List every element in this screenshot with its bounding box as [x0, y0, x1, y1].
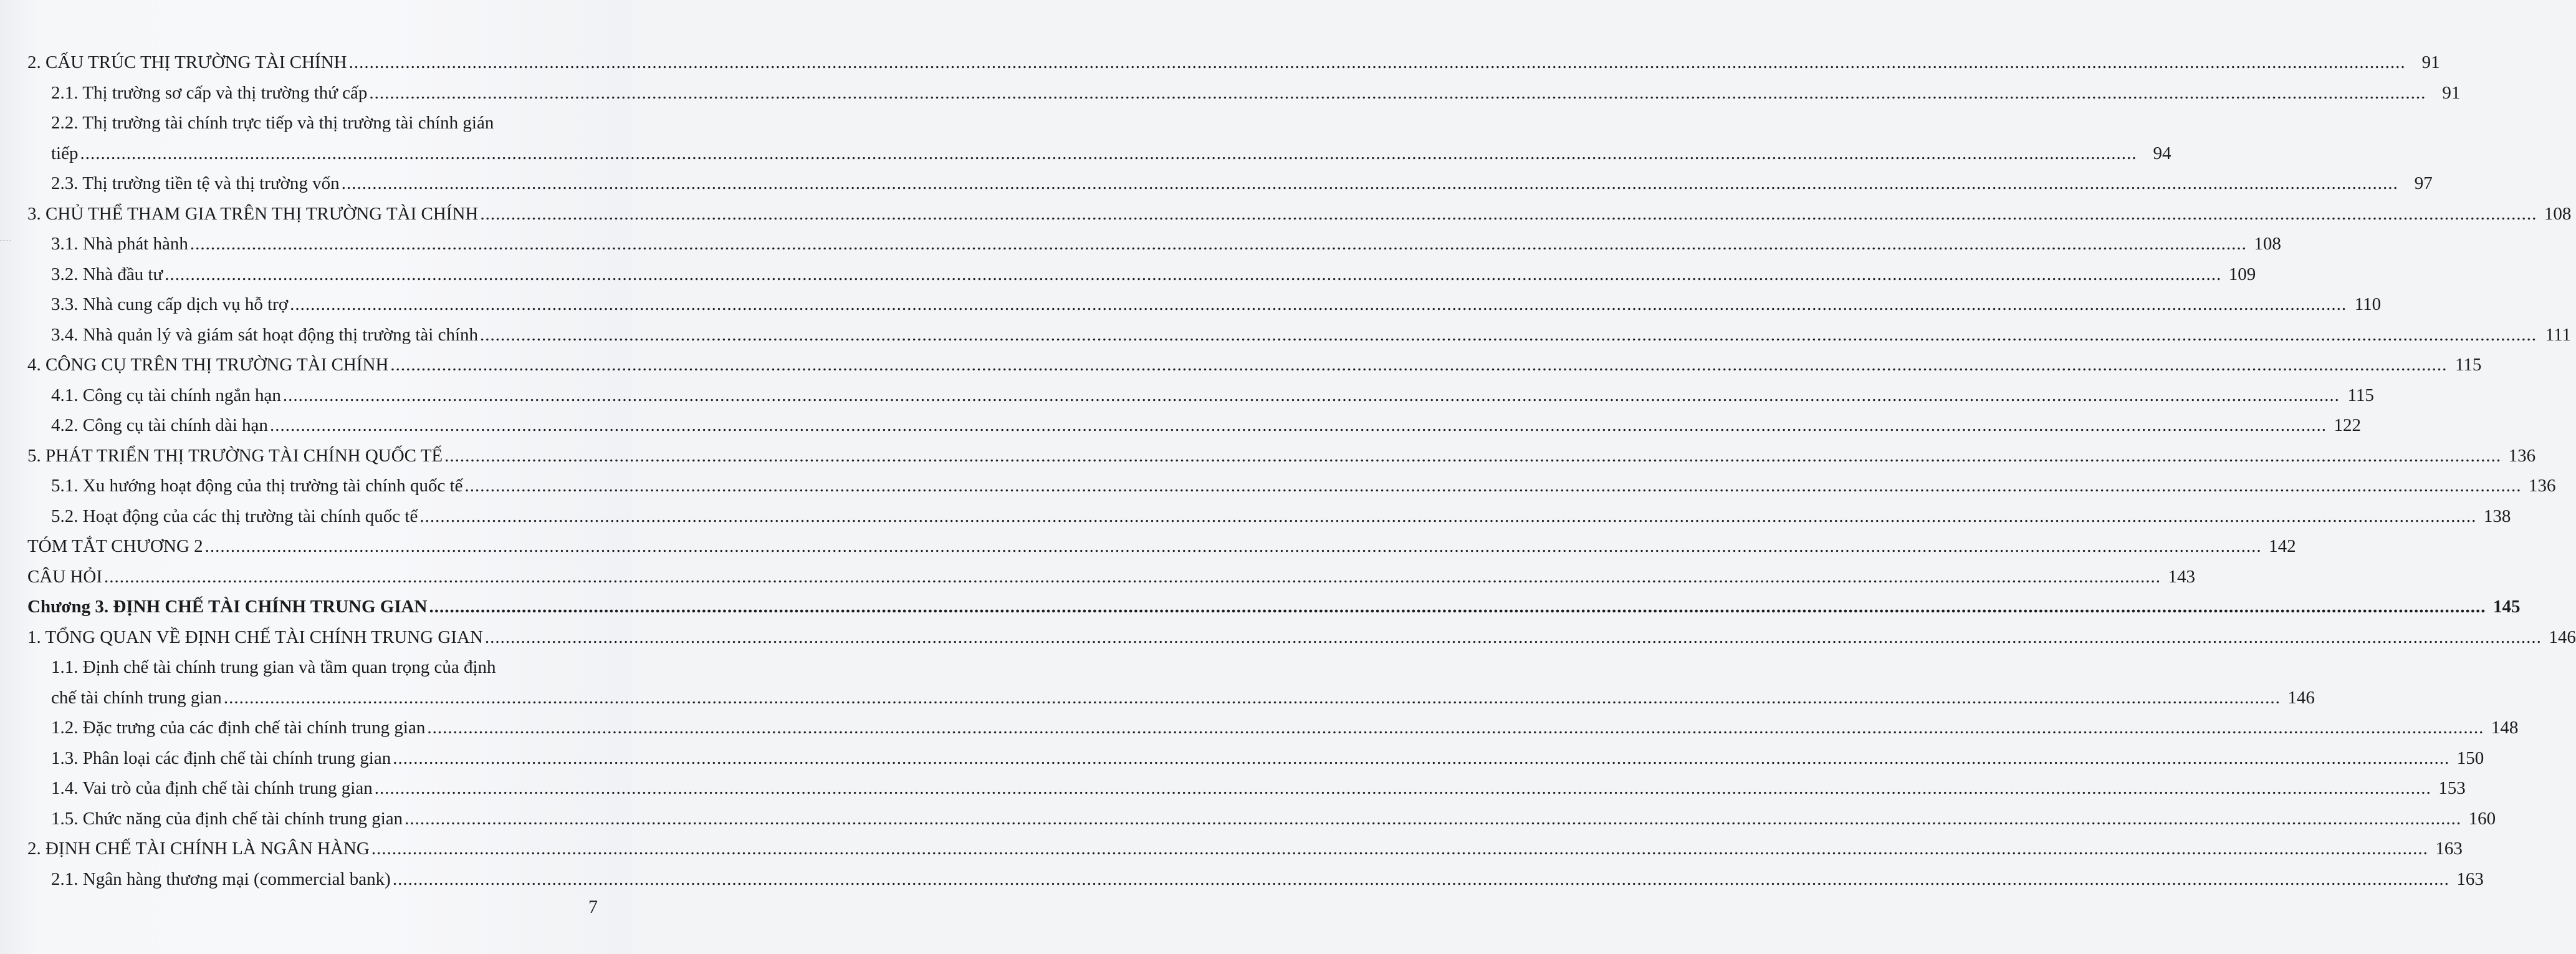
toc-section-entry	[27, 562, 2196, 592]
toc-subsection-entry	[27, 864, 2484, 895]
toc-entry-title: CÂU HỎI	[27, 566, 103, 587]
toc-entry-row	[27, 47, 2440, 78]
toc-entry-row	[51, 804, 2496, 834]
toc-subsection-entry	[27, 320, 2572, 350]
toc-leader-dots: ................................................................................................................................................................................................................................................................................................................................................................................................................	[390, 355, 2448, 375]
toc-page-number: 153	[2438, 778, 2466, 798]
toc-page-number: 136	[2529, 476, 2556, 496]
toc-entry-title: TÓM TẮT CHƯƠNG 2	[27, 536, 203, 556]
toc-entry-row	[51, 380, 2374, 411]
toc-entry-title: Chương 3. ĐỊNH CHẾ TÀI CHÍNH TRUNG GIAN	[27, 597, 428, 617]
toc-leader-dots: ................................................................................................................................................................................................................................................................................................................................................................................................................	[374, 778, 2431, 798]
toc-subsection-entry	[27, 652, 2315, 713]
toc-entry-title: 2.1. Thị trường sơ cấp và thị trường thứ cấp	[51, 82, 368, 103]
toc-entry-row	[51, 743, 2484, 774]
toc-page-number: 110	[2354, 294, 2382, 314]
toc-leader-dots: ................................................................................................................................................................................................................................................................................................................................................................................................................	[405, 808, 2462, 829]
toc-entry-title: 1.3. Phân loại các định chế tài chính trung gian	[51, 748, 391, 768]
toc-entry-row	[51, 410, 2361, 441]
toc-leader-dots: ................................................................................................................................................................................................................................................................................................................................................................................................................	[480, 203, 2537, 224]
toc-page-number: 91	[2421, 52, 2440, 72]
toc-entry-title: 4.1. Công cụ tài chính ngắn hạn	[51, 385, 281, 405]
toc-page-number: 109	[2228, 264, 2256, 284]
toc-chapter-entry	[27, 592, 2521, 622]
toc-leader-dots: ................................................................................................................................................................................................................................................................................................................................................................................................................	[269, 415, 2327, 435]
toc-entry-row	[51, 501, 2511, 532]
toc-entry-title: 3. CHỦ THỂ THAM GIA TRÊN THỊ TRƯỜNG TÀI CHÍNH	[27, 203, 479, 224]
toc-entry-row	[27, 531, 2296, 562]
toc-entry-row	[51, 773, 2466, 804]
toc-entry-row	[51, 683, 2315, 713]
toc-leader-dots: ................................................................................................................................................................................................................................................................................................................................................................................................................	[341, 173, 2398, 193]
toc-page-number: 146	[2287, 687, 2315, 708]
toc-leader-dots: ................................................................................................................................................................................................................................................................................................................................................................................................................	[484, 627, 2542, 647]
toc-entry-row	[51, 320, 2572, 350]
toc-subsection-entry	[27, 713, 2519, 743]
toc-entry-row	[51, 138, 2171, 169]
toc-entry-title: 3.3. Nhà cung cấp dịch vụ hỗ trợ	[51, 294, 289, 314]
toc-entry-row	[27, 199, 2572, 229]
toc-subsection-entry	[27, 108, 2171, 168]
toc-leader-dots: ................................................................................................................................................................................................................................................................................................................................................................................................................	[419, 506, 2477, 526]
toc-entry-row	[51, 289, 2382, 320]
toc-subsection-entry	[27, 471, 2556, 501]
toc-entry-row	[51, 229, 2281, 259]
toc-subsection-entry	[27, 289, 2382, 320]
toc-subsection-entry	[27, 78, 2461, 108]
toc-page-number: 108	[2254, 234, 2281, 254]
toc-entry-row	[27, 350, 2482, 380]
toc-entry-title: tiếp	[51, 143, 79, 163]
toc-section-entry	[27, 531, 2296, 562]
toc-leader-dots: ................................................................................................................................................................................................................................................................................................................................................................................................................	[80, 143, 2137, 163]
toc-entry-row	[51, 864, 2484, 895]
toc-page-number: 122	[2334, 415, 2361, 435]
toc-subsection-entry	[27, 380, 2374, 411]
toc-subsection-entry	[27, 410, 2361, 441]
toc-leader-dots: ................................................................................................................................................................................................................................................................................................................................................................................................................	[348, 52, 2406, 72]
toc-page-number: 150	[2456, 748, 2484, 768]
toc-entry-row	[27, 592, 2521, 622]
toc-leader-dots: ................................................................................................................................................................................................................................................................................................................................................................................................................	[392, 869, 2449, 889]
toc-entry-title: 5. PHÁT TRIỂN THỊ TRƯỜNG TÀI CHÍNH QUỐC TẾ	[27, 445, 443, 466]
toc-entry-row	[27, 622, 2576, 653]
page-edge-mark	[0, 240, 11, 241]
toc-section-entry	[27, 834, 2463, 864]
toc-leader-dots: ................................................................................................................................................................................................................................................................................................................................................................................................................	[464, 476, 2522, 496]
toc-leader-dots: ................................................................................................................................................................................................................................................................................................................................................................................................................	[480, 324, 2537, 345]
toc-page-number: 163	[2456, 869, 2484, 889]
toc-entry-title-line1: 2.2. Thị trường tài chính trực tiếp và thị trường tài chính gián	[51, 113, 494, 133]
toc-leader-dots: ................................................................................................................................................................................................................................................................................................................................................................................................................	[427, 718, 2484, 738]
toc-leader-dots: ................................................................................................................................................................................................................................................................................................................................................................................................................	[393, 748, 2450, 768]
toc-entry-title: 3.4. Nhà quản lý và giám sát hoạt động thị trường tài chính	[51, 324, 479, 345]
toc-page-number: 115	[2347, 385, 2374, 405]
toc-section-entry	[27, 350, 2482, 380]
toc-subsection-entry	[27, 804, 2496, 834]
toc-leader-dots: ................................................................................................................................................................................................................................................................................................................................................................................................................	[429, 597, 2486, 617]
toc-entry-row	[27, 441, 2536, 471]
toc-subsection-entry	[27, 168, 2433, 199]
page-number: 7	[588, 897, 598, 917]
toc-page-number: 160	[2468, 808, 2496, 829]
toc-leader-dots: ................................................................................................................................................................................................................................................................................................................................................................................................................	[204, 536, 2262, 556]
toc-entry-title: 3.1. Nhà phát hành	[51, 234, 188, 254]
toc-entry-row	[51, 168, 2433, 199]
toc-section-entry	[27, 441, 2536, 471]
toc-page-number: 108	[2544, 203, 2572, 224]
toc-section-entry	[27, 47, 2440, 78]
toc-entry-title: 2.3. Thị trường tiền tệ và thị trường vốn	[51, 173, 340, 193]
toc-entry-title: 4. CÔNG CỤ TRÊN THỊ TRƯỜNG TÀI CHÍNH	[27, 355, 389, 375]
toc-leader-dots: ................................................................................................................................................................................................................................................................................................................................................................................................................	[282, 385, 2340, 405]
toc-entry-title: 1.5. Chức năng của định chế tài chính trung gian	[51, 808, 403, 829]
toc-page-number: 111	[2545, 324, 2572, 345]
toc-page-number: 145	[2493, 597, 2521, 617]
table-of-contents	[27, 47, 2576, 894]
toc-leader-dots: ................................................................................................................................................................................................................................................................................................................................................................................................................	[290, 294, 2347, 314]
toc-entry-title: 2. ĐỊNH CHẾ TÀI CHÍNH LÀ NGÂN HÀNG	[27, 839, 370, 859]
toc-section-entry	[27, 199, 2572, 229]
toc-subsection-entry	[27, 259, 2256, 290]
toc-entry-title: 5.1. Xu hướng hoạt động của thị trường tài chính quốc tế	[51, 476, 463, 496]
toc-entry-title: 4.2. Công cụ tài chính dài hạn	[51, 415, 268, 435]
toc-leader-dots: ................................................................................................................................................................................................................................................................................................................................................................................................................	[223, 687, 2281, 708]
toc-subsection-entry	[27, 229, 2281, 259]
toc-entry-title: 2. CẤU TRÚC THỊ TRƯỜNG TÀI CHÍNH	[27, 52, 347, 72]
toc-entry-row	[27, 562, 2196, 592]
toc-leader-dots: ................................................................................................................................................................................................................................................................................................................................................................................................................	[369, 82, 2426, 103]
toc-entry-title-line1: 1.1. Định chế tài chính trung gian và tầm quan trọng của định	[51, 657, 496, 677]
toc-page-number: 138	[2483, 506, 2511, 526]
toc-subsection-entry	[27, 501, 2511, 532]
toc-page-number: 115	[2454, 355, 2482, 375]
toc-entry-title: 2.1. Ngân hàng thương mại (commercial bank)	[51, 869, 391, 889]
toc-entry-row	[51, 259, 2256, 290]
toc-leader-dots: ................................................................................................................................................................................................................................................................................................................................................................................................................	[165, 264, 2222, 284]
toc-leader-dots: ................................................................................................................................................................................................................................................................................................................................................................................................................	[189, 234, 2247, 254]
toc-page-number: 97	[2414, 173, 2433, 193]
toc-section-entry	[27, 622, 2576, 653]
toc-entry-title: 1. TỔNG QUAN VỀ ĐỊNH CHẾ TÀI CHÍNH TRUNG GIAN	[27, 627, 483, 647]
toc-page-number: 142	[2269, 536, 2296, 556]
toc-entry-row	[51, 471, 2556, 501]
toc-entry-row	[27, 834, 2463, 864]
toc-page-number: 94	[2153, 143, 2171, 163]
toc-page-number: 146	[2549, 627, 2576, 647]
toc-leader-dots: ................................................................................................................................................................................................................................................................................................................................................................................................................	[104, 566, 2162, 587]
toc-page-number: 91	[2442, 82, 2461, 103]
toc-entry-title: 1.4. Vai trò của định chế tài chính trung gian	[51, 778, 373, 798]
toc-page-number: 148	[2491, 718, 2519, 738]
toc-entry-title: 1.2. Đặc trưng của các định chế tài chính trung gian	[51, 718, 426, 738]
toc-subsection-entry	[27, 773, 2466, 804]
toc-entry-title: chế tài chính trung gian	[51, 687, 222, 708]
toc-entry-row	[51, 713, 2519, 743]
toc-leader-dots: ................................................................................................................................................................................................................................................................................................................................................................................................................	[444, 445, 2502, 466]
toc-entry-row	[51, 78, 2461, 108]
toc-page-number: 136	[2508, 445, 2536, 466]
toc-page-number: 163	[2435, 839, 2463, 859]
toc-leader-dots: ................................................................................................................................................................................................................................................................................................................................................................................................................	[371, 839, 2428, 859]
toc-subsection-entry	[27, 743, 2484, 774]
toc-page-number: 143	[2168, 566, 2196, 587]
toc-entry-title: 3.2. Nhà đầu tư	[51, 264, 163, 284]
toc-entry-title: 5.2. Hoạt động của các thị trường tài chính quốc tế	[51, 506, 418, 526]
